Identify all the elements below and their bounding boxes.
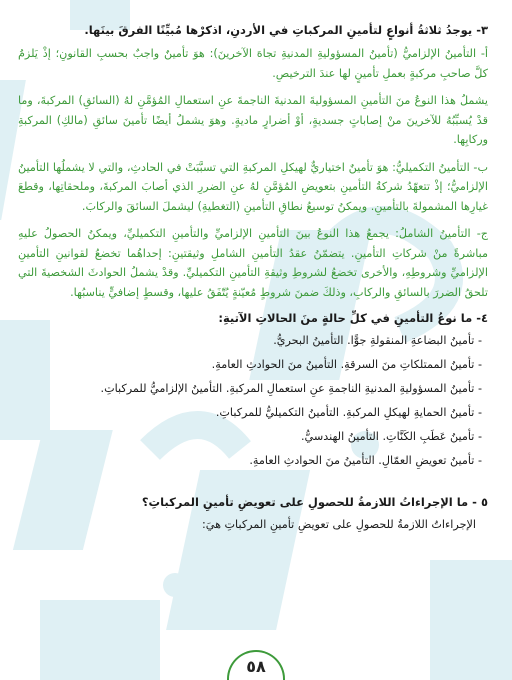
- page-number: ٥٨: [227, 650, 285, 680]
- list-item: - تأمينُ الممتلكاتِ منَ السرقةِ. التأمينُ منَ الحوادثِ العامةِ.: [211, 358, 482, 371]
- page-number-badge: [227, 650, 285, 680]
- list-item: - تأمينُ الحمايةِ لهيكلِ المركبةِ. التأمينُ التكميليُّ للمركباتِ.: [215, 406, 482, 419]
- compulsory-insurance-paragraph: أ- التأمينُ الإلزاميُّ (تأمينُ المسؤوليةِ المدنيةِ تجاهَ الآخرينَ): هوَ تأمينٌ واجبٌ بحسبِ القانونِ؛ إذْ يَلزمُ كلَّ صاحبِ مركبةٍ بعملِ تأمينٍ لها عندَ الترخيصِ.: [18, 47, 488, 80]
- list-item: - تأمينُ عَطَبِ الكَنَّاتِ. التأمينُ الهندسيُّ.: [301, 430, 482, 443]
- comprehensive-insurance-paragraph: ج- التأمينُ الشاملُ: يجمعُ هذا النوعُ بينَ التأمينِ الإلزاميِّ والتأمينِ التكميليِّ، ويمكنُ الحصولُ عليهِ مباشرةً منْ شركاتِ التأمينِ. يتضمّنُ عقدُ التأمينِ الشاملِ وثيقتينِ: إحداهُما تخضعُ لقوانينِ التأمينِ الإلزاميِّ وشروطِهِ، والأخرى تخضعُ لشروطِ وثيقةِ التأمينِ التكميليِّ. وقدْ يشملُ الحوادثَ الشخصيةَ التي تلحقُ الضررَ بالسائقِ والركابِ، وذلكَ ضمنَ شروطٍ مُعيّنةٍ يُتّفَقُ عليها، وقسطٍ إضافيٍّ يناسبُها.: [18, 227, 488, 299]
- question-3: ٣- يوجدُ ثلاثةُ أنواعٍ لتأمينِ المركباتِ في الأردنِ، اذكرْها مُبيِّنًا الفرقَ بينَها.: [84, 23, 488, 37]
- answer-5-intro: الإجراءاتُ اللازمةُ للحصولِ على تعويضِ تأمينِ المركباتِ هيَ:: [201, 518, 476, 531]
- compulsory-insurance-coverage-paragraph: يشملُ هذا النوعُ منَ التأمينِ المسؤوليةَ المدنيةَ الناجمةَ عنِ استعمالِ المُؤمَّنِ لهُ (السائقِ) المركبةَ، وما قدْ يُسبِّبُهُ للآخرينَ منْ إصاباتٍ جسديةٍ، أوْ أضرارٍ ماديةٍ. وهوَ يشملُ أيضًا تأمينَ سائقِ (مالكِ) المركبةِ وركابِها.: [18, 94, 488, 146]
- list-item: - تأمينُ المسؤوليةِ المدنيةِ الناجمةِ عنِ استعمالِ المركبةِ. التأمينُ الإلزاميُّ للمركباتِ.: [100, 382, 482, 395]
- list-item: - تأمينُ تعويضِ العمّالِ. التأمينُ منَ الحوادثِ العامةِ.: [249, 454, 482, 467]
- supplementary-insurance-paragraph: ب- التأمينُ التكميليُّ: هوَ تأمينٌ اختياريٌّ لهيكلِ المركبةِ التي تسبَّبَتْ في الحادثِ، والتي لا يشملُها التأمينُ الإلزاميُّ؛ إذْ تتعهّدُ شركةُ التأمينِ بتعويضِ المُؤمَّنِ لهُ عنِ الضررِ الذي أصابَ المركبةَ، وملحقاتِها، وقطعَ غيارِها المشمولةَ بالتأمينِ. ويمكنُ توسيعُ نطاقِ التأمينِ (التغطيةِ) ليشملَ السائقَ والركابَ.: [18, 160, 488, 213]
- question-5: ٥ - ما الإجراءاتُ اللازمةُ للحصولِ على تعويضِ تأمينِ المركباتِ؟: [141, 495, 488, 509]
- list-item: - تأمينُ البضاعةِ المنقولةِ جوًّا. التأمينُ البحريُّ.: [273, 334, 482, 347]
- question-4: ٤- ما نوعُ التأمينِ في كلِّ حالةٍ منَ الحالاتِ الآتيةِ:: [218, 311, 488, 325]
- page-content: [18, 22, 488, 534]
- insurance-cases-list: [18, 332, 482, 476]
